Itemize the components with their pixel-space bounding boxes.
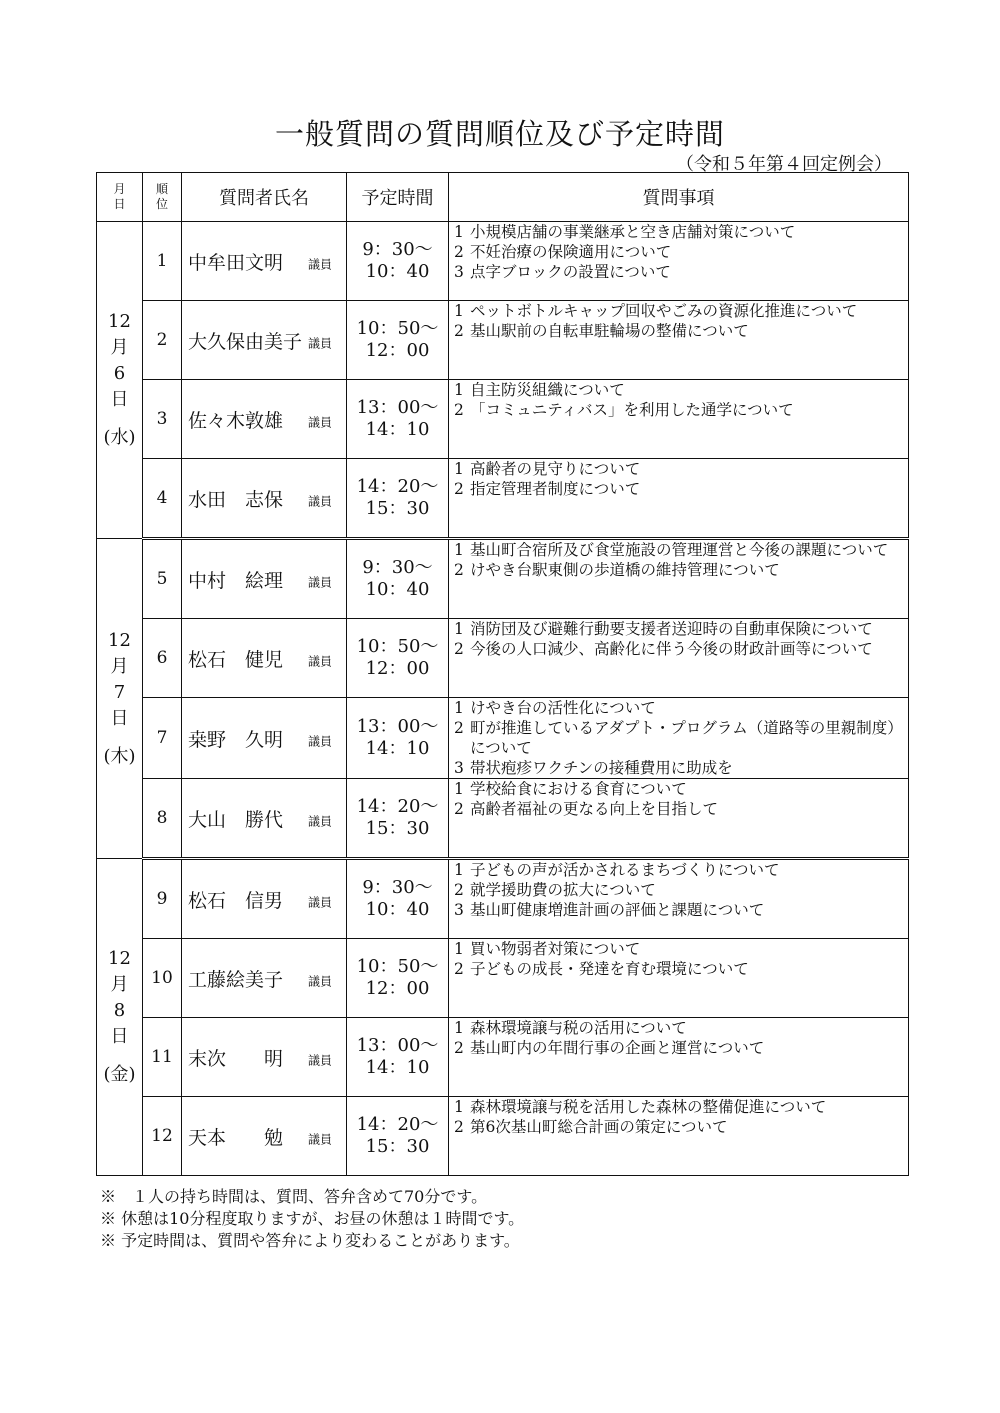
date-day-label: 日 xyxy=(110,389,129,410)
topics-cell xyxy=(449,301,909,380)
table-row xyxy=(97,301,909,380)
date-weekday: (木) xyxy=(103,745,136,767)
rank-cell: 5 xyxy=(143,539,182,619)
topic-text: 自主防災組織について xyxy=(470,381,625,399)
time-start: 9：30〜 xyxy=(362,239,433,260)
topics-cell xyxy=(449,939,909,1018)
questioner-cell xyxy=(182,939,347,1018)
time-start: 10：50〜 xyxy=(356,318,439,339)
date-day: 6 xyxy=(113,363,126,384)
questioner-name: 中牟田文明 xyxy=(188,251,284,274)
topic-number: 2 xyxy=(454,401,464,419)
topic-item xyxy=(454,479,906,499)
topic-item xyxy=(454,799,906,819)
time-cell xyxy=(347,459,449,539)
table-row xyxy=(97,222,909,301)
date-month-label: 月 xyxy=(110,655,129,677)
topic-text: 子どもの声が活かされるまちづくりについて xyxy=(470,861,780,879)
topic-text: けやき台駅東側の歩道橋の維持管理について xyxy=(470,561,780,579)
topic-item xyxy=(454,262,906,282)
session-subtitle: （令和５年第４回定例会） xyxy=(676,154,892,175)
topic-number: 2 xyxy=(454,800,464,818)
time-cell xyxy=(347,619,449,698)
topic-number: 1 xyxy=(454,1019,464,1037)
topic-text: 不妊治療の保険適用について xyxy=(470,243,672,261)
topics-cell xyxy=(449,222,909,301)
topic-number: 2 xyxy=(454,322,464,340)
header-rank xyxy=(143,173,182,222)
time-end: 10：40 xyxy=(365,261,430,282)
date-cell xyxy=(97,539,143,859)
time-start: 10：50〜 xyxy=(356,956,439,977)
topic-text: 町が推進しているアダプト・プログラム（道路等の里親制度）について xyxy=(470,719,903,757)
topic-item xyxy=(454,459,906,479)
header-name: 質問者氏名 xyxy=(182,173,347,222)
topic-item xyxy=(454,540,906,560)
topic-text: けやき台の活性化について xyxy=(470,699,656,717)
time-start: 10：50〜 xyxy=(356,636,439,657)
table-row xyxy=(97,698,909,779)
topic-item xyxy=(454,939,906,959)
date-weekday: (水) xyxy=(103,427,136,448)
date-weekday: (金) xyxy=(103,1064,136,1085)
rank-cell: 8 xyxy=(143,779,182,859)
questioner-cell xyxy=(182,619,347,698)
title-suffix: 議員 xyxy=(308,257,333,271)
rank-cell: 9 xyxy=(143,859,182,939)
table-row xyxy=(97,619,909,698)
questioner-name: 末次 明 xyxy=(188,1047,284,1070)
time-end: 12：00 xyxy=(365,340,430,361)
topic-number: 2 xyxy=(454,480,464,498)
topic-number: 1 xyxy=(454,1098,464,1116)
table-row xyxy=(97,459,909,539)
time-cell xyxy=(347,1097,449,1176)
header-row xyxy=(97,173,909,222)
topic-number: 1 xyxy=(454,541,464,559)
schedule-body xyxy=(97,222,909,1176)
topic-number: 1 xyxy=(454,302,464,320)
schedule-table xyxy=(96,172,909,1176)
topic-item xyxy=(454,639,906,659)
time-start: 13：00〜 xyxy=(356,397,439,418)
topic-text: 消防団及び避難行動要支援者送迎時の自動車保険について xyxy=(470,620,873,638)
notes xyxy=(100,1186,524,1252)
title-suffix: 議員 xyxy=(308,494,333,508)
time-start: 14：20〜 xyxy=(356,796,439,817)
questioner-cell xyxy=(182,698,347,779)
time-start: 9：30〜 xyxy=(362,557,433,578)
title-suffix: 議員 xyxy=(308,654,333,668)
page-title: 一般質問の質問順位及び予定時間 xyxy=(274,117,725,151)
table-row xyxy=(97,939,909,1018)
header-rank-line2: 位 xyxy=(155,197,168,211)
questioner-cell xyxy=(182,459,347,539)
topics-cell xyxy=(449,380,909,459)
rank-cell: 4 xyxy=(143,459,182,539)
topic-text: 森林環境譲与税を活用した森林の整備促進について xyxy=(470,1098,827,1116)
date-day: 7 xyxy=(113,681,126,703)
time-cell xyxy=(347,301,449,380)
topic-item xyxy=(454,779,906,799)
topic-text: 基山町健康増進計画の評価と課題について xyxy=(470,901,765,919)
topic-text: 「コミュニティバス」を利用した通学について xyxy=(470,401,794,419)
questioner-name: 中村 絵理 xyxy=(188,569,284,592)
topic-text: 森林環境譲与税の活用について xyxy=(470,1019,687,1037)
topic-text: 基山駅前の自転車駐輪場の整備について xyxy=(470,322,749,340)
topic-text: 帯状疱疹ワクチンの接種費用に助成を xyxy=(470,759,733,777)
date-day-label: 日 xyxy=(110,1026,129,1047)
rank-cell: 1 xyxy=(143,222,182,301)
questioner-cell xyxy=(182,779,347,859)
date-day: 8 xyxy=(113,1000,126,1021)
topic-number: 2 xyxy=(454,561,464,579)
table-row xyxy=(97,1018,909,1097)
rank-cell: 3 xyxy=(143,380,182,459)
time-cell xyxy=(347,698,449,779)
questioner-name: 桒野 久明 xyxy=(188,728,284,751)
topic-number: 1 xyxy=(454,381,464,399)
topic-number: 2 xyxy=(454,960,464,978)
topic-number: 2 xyxy=(454,1039,464,1057)
topic-text: 基山町合宿所及び食堂施設の管理運営と今後の課題について xyxy=(470,541,889,559)
topics-cell xyxy=(449,539,909,619)
topic-text: 基山町内の年間行事の企画と運営について xyxy=(470,1039,765,1057)
topics-cell xyxy=(449,459,909,539)
rank-cell: 7 xyxy=(143,698,182,779)
topic-item xyxy=(454,222,906,242)
questioner-name: 天本 勉 xyxy=(188,1126,284,1149)
topic-number: 1 xyxy=(454,223,464,241)
topic-item xyxy=(454,1018,906,1038)
topic-number: 2 xyxy=(454,1118,464,1136)
topic-text: 就学援助費の拡大について xyxy=(470,881,656,899)
topic-item xyxy=(454,400,906,420)
date-day-label: 日 xyxy=(110,707,129,729)
time-cell xyxy=(347,859,449,939)
time-end: 14：10 xyxy=(365,419,430,440)
topic-number: 3 xyxy=(454,901,464,919)
questioner-cell xyxy=(182,222,347,301)
table-row xyxy=(97,539,909,619)
note-line: ※ １人の持ち時間は、質問、答弁含めて70分です。 xyxy=(100,1187,488,1206)
date-month-label: 月 xyxy=(110,337,129,358)
date-cell xyxy=(97,859,143,1176)
note-line: ※ 休憩は10分程度取りますが、お昼の休憩は１時間です。 xyxy=(100,1209,525,1228)
topic-text: 子どもの成長・発達を育む環境について xyxy=(470,960,749,978)
questioner-cell xyxy=(182,859,347,939)
header-date-month: 月 xyxy=(113,182,126,196)
time-end: 12：00 xyxy=(365,658,430,679)
topic-item xyxy=(454,242,906,262)
topic-number: 1 xyxy=(454,940,464,958)
rank-cell: 10 xyxy=(143,939,182,1018)
time-start: 9：30〜 xyxy=(362,877,433,898)
table-row xyxy=(97,859,909,939)
topic-text: 指定管理者制度について xyxy=(470,480,641,498)
topic-item xyxy=(454,301,906,321)
topic-number: 2 xyxy=(454,719,464,737)
topic-item xyxy=(454,1097,906,1117)
topic-text: 学校給食における食育について xyxy=(470,780,687,798)
questioner-cell xyxy=(182,539,347,619)
title-suffix: 議員 xyxy=(308,1132,333,1146)
time-start: 13：00〜 xyxy=(356,716,439,737)
date-cell xyxy=(97,222,143,539)
topics-cell xyxy=(449,698,909,779)
time-end: 14：10 xyxy=(365,1057,430,1078)
topic-number: 2 xyxy=(454,640,464,658)
topic-item xyxy=(454,1117,906,1137)
time-end: 15：30 xyxy=(365,818,430,839)
time-end: 15：30 xyxy=(365,498,430,519)
time-cell xyxy=(347,779,449,859)
table-row xyxy=(97,380,909,459)
questioner-name: 松石 健児 xyxy=(188,648,284,671)
topic-number: 3 xyxy=(454,263,464,281)
time-cell xyxy=(347,380,449,459)
time-end: 14：10 xyxy=(365,738,430,759)
date-month-label: 月 xyxy=(110,974,129,995)
time-start: 14：20〜 xyxy=(356,1114,439,1135)
questioner-name: 佐々木敦雄 xyxy=(188,409,284,432)
questioner-name: 大久保由美子 xyxy=(188,330,303,353)
topic-text: 点字ブロックの設置について xyxy=(470,263,671,281)
topic-text: 高齢者福祉の更なる向上を目指して xyxy=(470,800,719,818)
rank-cell: 6 xyxy=(143,619,182,698)
topic-text: 高齢者の見守りについて xyxy=(470,460,641,478)
topic-number: 2 xyxy=(454,881,464,899)
topic-text: 第6次基山町総合計画の策定について xyxy=(470,1118,728,1136)
questioner-name: 水田 志保 xyxy=(188,488,284,511)
topic-number: 1 xyxy=(454,861,464,879)
topic-item xyxy=(454,619,906,639)
header-date xyxy=(97,173,143,222)
topic-item xyxy=(454,380,906,400)
time-end: 10：40 xyxy=(365,899,430,920)
topic-item xyxy=(454,718,906,758)
topics-cell xyxy=(449,1097,909,1176)
time-cell xyxy=(347,222,449,301)
questioner-name: 工藤絵美子 xyxy=(188,968,284,991)
title-suffix: 議員 xyxy=(308,336,333,350)
topic-number: 1 xyxy=(454,780,464,798)
questioner-name: 松石 信男 xyxy=(188,889,284,912)
topic-item xyxy=(454,560,906,580)
date-month: 12 xyxy=(108,311,131,332)
topic-item xyxy=(454,880,906,900)
topic-number: 3 xyxy=(454,759,464,777)
title-suffix: 議員 xyxy=(308,895,333,909)
time-start: 13：00〜 xyxy=(356,1035,439,1056)
topics-cell xyxy=(449,859,909,939)
header-time: 予定時間 xyxy=(347,173,449,222)
header-date-day: 日 xyxy=(113,197,126,211)
table-row xyxy=(97,779,909,859)
rank-cell: 2 xyxy=(143,301,182,380)
title-suffix: 議員 xyxy=(308,575,333,589)
questioner-cell xyxy=(182,301,347,380)
topic-item xyxy=(454,698,906,718)
rank-cell: 11 xyxy=(143,1018,182,1097)
time-cell xyxy=(347,939,449,1018)
topic-text: 今後の人口減少、高齢化に伴う今後の財政計画等について xyxy=(470,640,873,658)
header-topics: 質問事項 xyxy=(449,173,909,222)
rank-cell: 12 xyxy=(143,1097,182,1176)
title-suffix: 議員 xyxy=(308,1053,333,1067)
topic-text: 小規模店舗の事業継承と空き店舗対策について xyxy=(470,223,796,241)
topic-item xyxy=(454,900,906,920)
topic-item xyxy=(454,758,906,778)
time-cell xyxy=(347,1018,449,1097)
time-end: 12：00 xyxy=(365,978,430,999)
time-end: 10：40 xyxy=(365,579,430,600)
date-month: 12 xyxy=(108,948,131,969)
topic-item xyxy=(454,959,906,979)
topic-number: 1 xyxy=(454,699,464,717)
topic-text: 買い物弱者対策について xyxy=(470,940,641,958)
header-rank-line1: 順 xyxy=(155,182,168,196)
time-cell xyxy=(347,539,449,619)
title-suffix: 議員 xyxy=(308,974,333,988)
date-month: 12 xyxy=(108,629,131,651)
questioner-cell xyxy=(182,380,347,459)
topic-number: 1 xyxy=(454,620,464,638)
topic-number: 1 xyxy=(454,460,464,478)
time-start: 14：20〜 xyxy=(356,476,439,497)
title-suffix: 議員 xyxy=(308,814,333,828)
topics-cell xyxy=(449,779,909,859)
topic-item xyxy=(454,1038,906,1058)
questioner-cell xyxy=(182,1097,347,1176)
title-suffix: 議員 xyxy=(308,734,333,748)
questioner-cell xyxy=(182,1018,347,1097)
time-end: 15：30 xyxy=(365,1136,430,1157)
table-row xyxy=(97,1097,909,1176)
title-suffix: 議員 xyxy=(308,415,333,429)
topics-cell xyxy=(449,619,909,698)
topics-cell xyxy=(449,1018,909,1097)
note-line: ※ 予定時間は、質問や答弁により変わることがあります。 xyxy=(100,1231,520,1250)
topic-item xyxy=(454,860,906,880)
topic-item xyxy=(454,321,906,341)
topic-text: ペットボトルキャップ回収やごみの資源化推進について xyxy=(470,302,858,320)
questioner-name: 大山 勝代 xyxy=(188,808,284,831)
topic-number: 2 xyxy=(454,243,464,261)
